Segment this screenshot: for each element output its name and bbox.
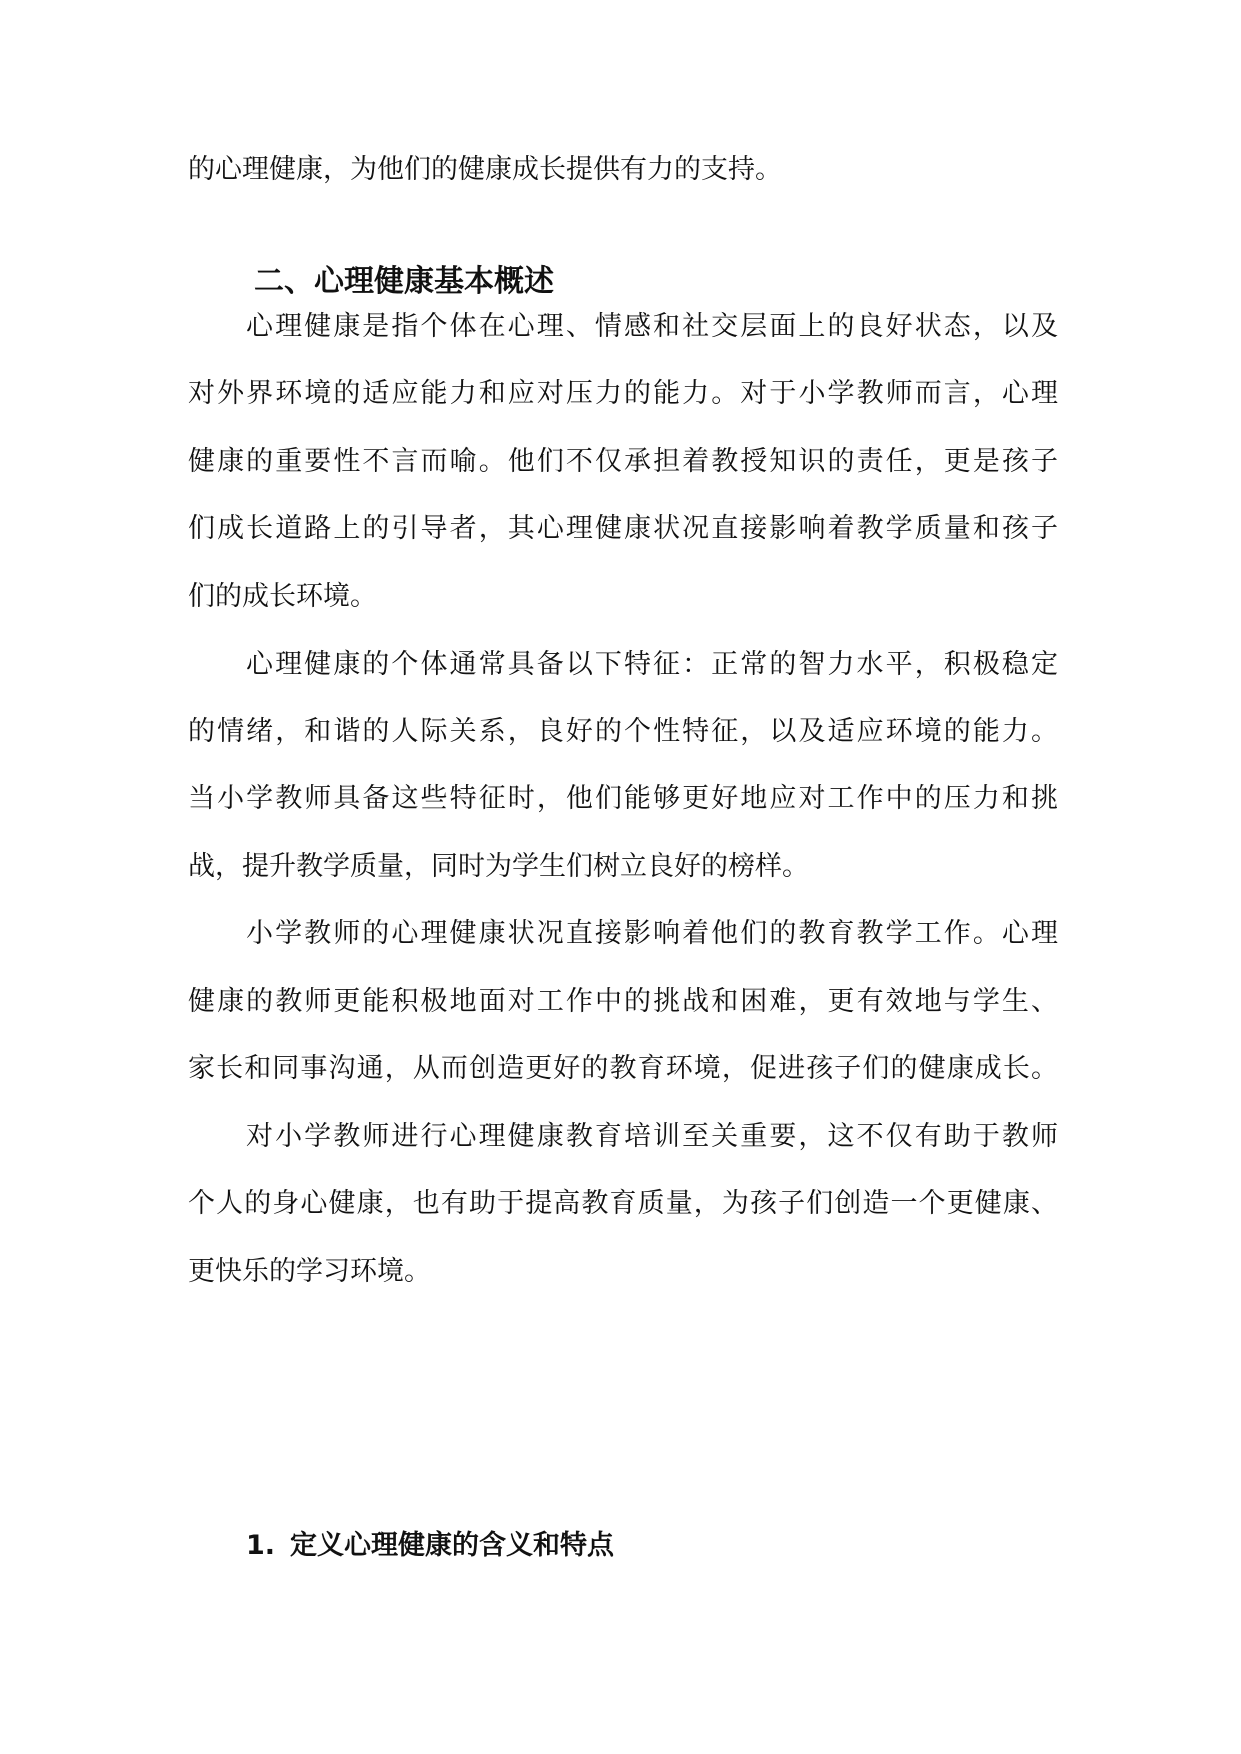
- paragraph-line: 小学教师的心理健康状况直接影响着他们的教育教学工作。心理: [246, 918, 1058, 949]
- paragraph-line: 更快乐的学习环境。: [188, 1256, 431, 1287]
- paragraph-line: 战，提升教学质量，同时为学生们树立良好的榜样。: [188, 851, 809, 882]
- paragraph-line: 对外界环境的适应能力和应对压力的能力。对于小学教师而言，心理: [188, 378, 1058, 409]
- paragraph-line: 对小学教师进行心理健康教育培训至关重要，这不仅有助于教师: [246, 1121, 1058, 1152]
- paragraph-line: 个人的身心健康，也有助于提高教育质量，为孩子们创造一个更健康、: [188, 1188, 1058, 1219]
- section-heading: 二、心理健康基本概述: [254, 264, 554, 299]
- subsection-title: 定义心理健康的含义和特点: [290, 1530, 614, 1561]
- subsection-number: 1.: [246, 1530, 276, 1561]
- paragraph-line: 们的成长环境。: [188, 581, 377, 612]
- paragraph-line: 健康的重要性不言而喻。他们不仅承担着教授知识的责任，更是孩子: [188, 446, 1058, 477]
- paragraph-line: 的情绪，和谐的人际关系，良好的个性特征，以及适应环境的能力。: [188, 716, 1058, 747]
- paragraph-line: 健康的教师更能积极地面对工作中的挑战和困难，更有效地与学生、: [188, 986, 1058, 1017]
- intro-paragraph-tail: 的心理健康，为他们的健康成长提供有力的支持。: [188, 154, 782, 185]
- paragraph-line: 家长和同事沟通，从而创造更好的教育环境，促进孩子们的健康成长。: [188, 1053, 1058, 1084]
- paragraph-line: 心理健康是指个体在心理、情感和社交层面上的良好状态，以及: [246, 311, 1058, 342]
- paragraph-line: 当小学教师具备这些特征时，他们能够更好地应对工作中的压力和挑: [188, 783, 1058, 814]
- paragraph-line: 们成长道路上的引导者，其心理健康状况直接影响着教学质量和孩子: [188, 513, 1058, 544]
- subsection-heading: [246, 1526, 614, 1566]
- paragraph-line: 心理健康的个体通常具备以下特征：正常的智力水平，积极稳定: [246, 649, 1058, 680]
